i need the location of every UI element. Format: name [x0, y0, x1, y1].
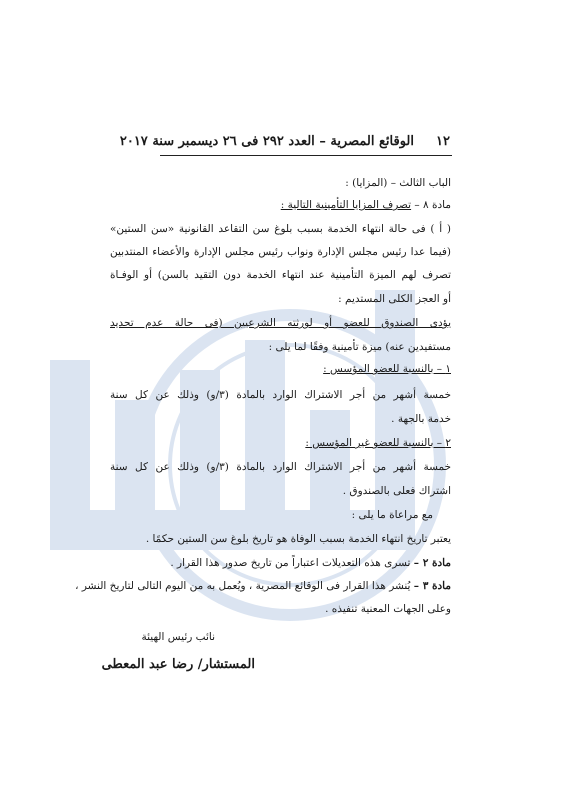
article-3-text: يُنشر هذا القرار فى الوقائع المصرية ، ويُعمل به من اليوم التالى لتاريخ النشر ، — [75, 580, 411, 592]
payment-line-1: يؤدى الصندوق للعضو أو لورثته الشرعيين (فى حالة عدم تحديد — [110, 317, 451, 329]
item-1-line-2: خدمة بالجهة . — [391, 413, 451, 425]
page-number: ١٢ — [436, 134, 450, 149]
payment-line-2: مستفيدين عنه) ميزة تأمينية وفقًا لما يلى : — [268, 341, 451, 353]
article-2-label: مادة ٢ – — [413, 557, 451, 569]
page-header — [119, 134, 450, 154]
item-2-line-1: خمسة أشهر من أجر الاشتراك الوارد بالمادة (٣/و) وذلك عن كل سنة — [110, 461, 451, 473]
item-2-label: ٢ – بالنسبة للعضو غير المؤسس : — [305, 437, 451, 449]
article-3 — [75, 579, 451, 593]
clause-a-line-3: تصرف لهم الميزة التأمينية عند انتهاء الخدمة دون التقيد بالسن) أو الوفـاة — [110, 269, 451, 281]
header-divider — [160, 155, 452, 156]
article-8 — [281, 198, 451, 212]
clause-a-line-1: ( أ ) فى حالة انتهاء الخدمة بسبب بلوغ سن التقاعد القانونية «سن الستين» — [110, 223, 451, 235]
clause-a-line-4: أو العجز الكلى المستديم : — [338, 293, 451, 305]
item-2-line-2: اشتراك فعلى بالصندوق . — [342, 485, 451, 497]
article-3-line-2: وعلى الجهات المعنية تنفيذه . — [325, 603, 451, 615]
item-1-line-1: خمسة أشهر من أجر الاشتراك الوارد بالمادة (٣/و) وذلك عن كل سنة — [110, 389, 451, 401]
note-label: مع مراعاة ما يلى : — [351, 509, 433, 521]
signature-role: نائب رئيس الهيئة — [141, 631, 215, 643]
gazette-title: الوقائع المصرية – العدد ٢٩٢ فى ٢٦ ديسمبر سنة ٢٠١٧ — [119, 134, 414, 149]
chapter-title: الباب الثالث – (المزايا) : — [345, 177, 451, 189]
article-3-label: مادة ٣ – — [413, 580, 451, 592]
item-1-label: ١ – بالنسبة للعضو المؤسس : — [323, 363, 451, 375]
article-8-label: مادة ٨ – — [414, 199, 451, 211]
signature-name: المستشار/ رضا عبد المعطى — [101, 657, 255, 672]
clause-a-line-2: (فيما عدا رئيس مجلس الإدارة ونواب رئيس مجلس الإدارة والأعضاء المنتدبين — [110, 246, 451, 258]
article-8-title: تصرف المزايا التأمينية التالية : — [280, 199, 412, 211]
article-2-text: تسرى هذه التعديلات اعتباراً من تاريخ صدور هذا القرار . — [170, 557, 411, 569]
note-line: يعتبر تاريخ انتهاء الخدمة بسبب الوفاة هو تاريخ بلوغ سن الستين حكمًا . — [145, 533, 451, 545]
article-2 — [170, 556, 451, 570]
